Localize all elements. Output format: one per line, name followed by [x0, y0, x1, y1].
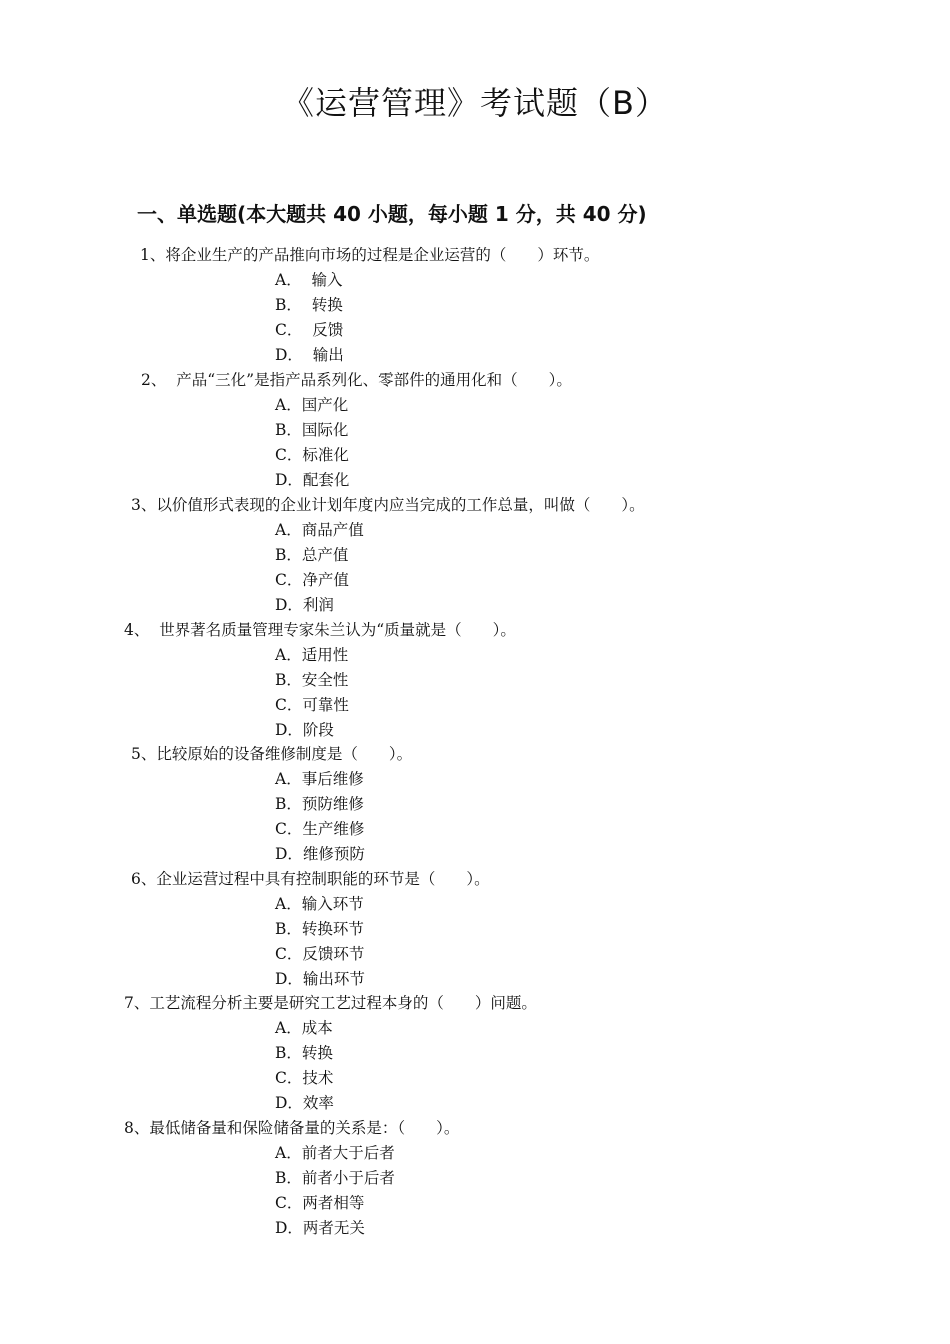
option-8b: B．前者小于后者: [275, 1169, 395, 1187]
question-8: 8、最低储备量和保险储备量的关系是：（ ）。: [124, 1119, 460, 1137]
option-7a: A．成本: [275, 1019, 333, 1037]
question-5: 5、比较原始的设备维修制度是（ ）。: [131, 745, 413, 763]
question-4: 4、 世界著名质量管理专家朱兰认为“质量就是（ ）。: [124, 621, 516, 639]
question-3: 3、以价值形式表现的企业计划年度内应当完成的工作总量，叫做（ ）。: [131, 496, 645, 514]
question-2: 2、 产品“三化”是指产品系列化、零部件的通用化和（ ）。: [141, 371, 572, 389]
section-heading: 一、单选题(本大题共 40 小题，每小题 1 分，共 40 分): [137, 202, 647, 226]
option-2a: A．国产化: [275, 396, 349, 414]
option-6d: D．输出环节: [275, 970, 365, 988]
option-8d: D．两者无关: [275, 1219, 365, 1237]
page-title: 《运营管理》考试题（B）: [282, 84, 668, 122]
option-7d: D．效率: [275, 1094, 334, 1112]
option-3c: C．净产值: [275, 571, 349, 589]
option-4c: C．可靠性: [275, 696, 349, 714]
option-1d: D． 输出: [275, 346, 344, 364]
option-1c: C． 反馈: [275, 321, 344, 339]
option-7c: C．技术: [275, 1069, 334, 1087]
option-4b: B．安全性: [275, 671, 349, 689]
option-1b: B． 转换: [275, 296, 343, 314]
option-5a: A．事后维修: [275, 770, 364, 788]
option-4d: D．阶段: [275, 721, 334, 739]
question-1: 1、将企业生产的产品推向市场的过程是企业运营的（ ）环节。: [140, 246, 600, 264]
option-6c: C．反馈环节: [275, 945, 365, 963]
option-1a: A． 输入: [275, 271, 343, 289]
question-7: 7、工艺流程分析主要是研究工艺过程本身的（ ）问题。: [124, 994, 537, 1012]
option-6a: A．输入环节: [275, 895, 364, 913]
option-8c: C．两者相等: [275, 1194, 365, 1212]
option-2b: B．国际化: [275, 421, 349, 439]
option-3d: D．利润: [275, 596, 334, 614]
option-5b: B．预防维修: [275, 795, 364, 813]
option-3a: A．商品产值: [275, 521, 364, 539]
option-2d: D．配套化: [275, 471, 350, 489]
option-8a: A．前者大于后者: [275, 1144, 395, 1162]
option-7b: B．转换: [275, 1044, 333, 1062]
question-6: 6、企业运营过程中具有控制职能的环节是（ ）。: [131, 870, 490, 888]
option-2c: C．标准化: [275, 446, 349, 464]
option-4a: A．适用性: [275, 646, 349, 664]
option-3b: B．总产值: [275, 546, 349, 564]
option-6b: B．转换环节: [275, 920, 364, 938]
option-5c: C．生产维修: [275, 820, 365, 838]
option-5d: D．维修预防: [275, 845, 365, 863]
